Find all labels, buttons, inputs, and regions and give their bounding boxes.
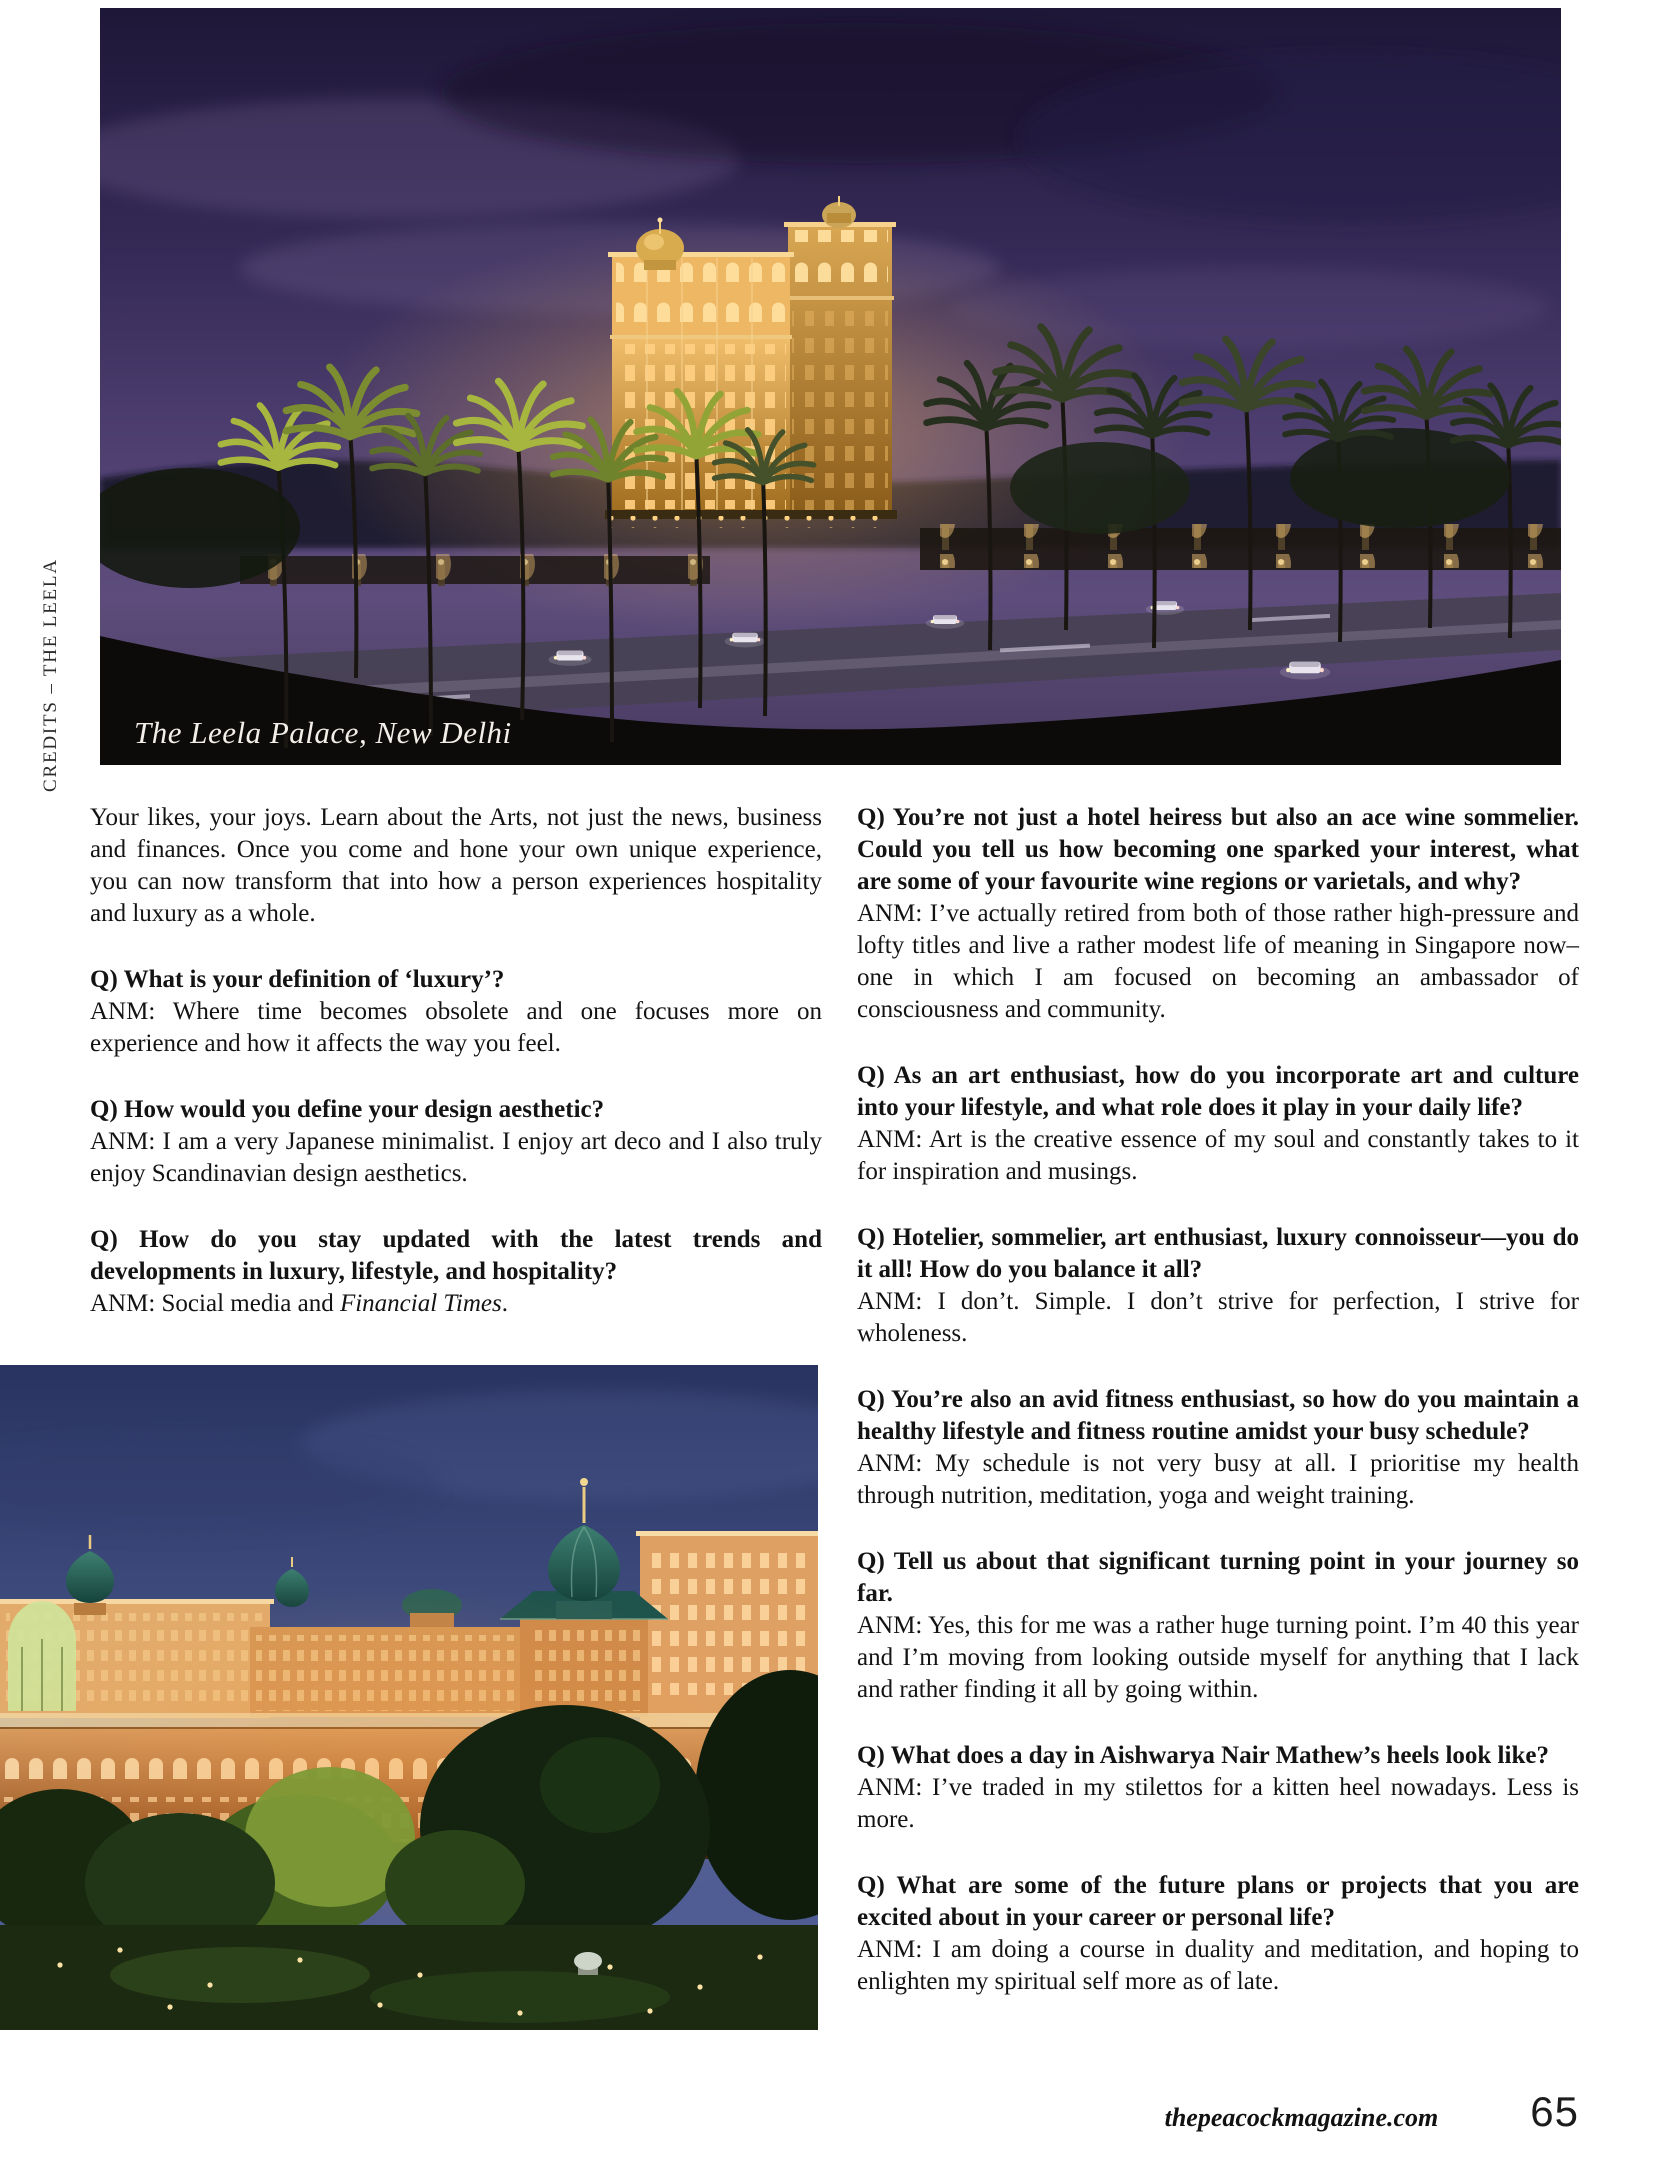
qa-answer: ANM: My schedule is not very busy at all. I prioritise my health through nutrition, meditation, yoga and weight training.: [857, 1450, 1579, 1509]
italic-publication-name: Financial Times: [339, 1290, 502, 1317]
photo-credits-vertical-label: CREDITS – THE LEELA: [40, 558, 61, 792]
qa-question: Q) How do you stay updated with the latest trends and developments in luxury, lifestyle, and hospitality?: [90, 1226, 822, 1285]
qa-answer: ANM: Yes, this for me was a rather huge turning point. I’m 40 this year and I’m moving from looking outside myself for anything that I lack and rather finding it all by going within.: [857, 1612, 1579, 1703]
qa-question: Q) As an art enthusiast, how do you incorporate art and culture into your lifestyle, and what role does it play in your daily life?: [857, 1062, 1579, 1121]
qa-answer: ANM: Where time becomes obsolete and one focuses more on experience and how it affects the way you feel.: [90, 998, 822, 1057]
qa-question: Q) What is your definition of ‘luxury’?: [90, 966, 505, 993]
qa-question: Q) What does a day in Aishwarya Nair Mathew’s heels look like?: [857, 1742, 1549, 1769]
article-right-column: [857, 802, 1579, 1998]
qa-answer: ANM: Art is the creative essence of my soul and constantly takes to it for inspiration and musings.: [857, 1126, 1579, 1185]
qa-block: [857, 1740, 1579, 1836]
page-footer: [857, 2088, 1579, 2136]
qa-answer: ANM: I don’t. Simple. I don’t strive for perfection, I strive for wholeness.: [857, 1288, 1579, 1347]
qa-question: Q) Hotelier, sommelier, art enthusiast, luxury connoisseur—you do it all! How do you balance it all?: [857, 1224, 1579, 1283]
article-left-column: [90, 802, 822, 1320]
qa-block: [857, 1222, 1579, 1350]
qa-block: [857, 802, 1579, 1026]
qa-block: [90, 1224, 822, 1320]
qa-answer: ANM: Social media and Financial Times.: [90, 1290, 509, 1317]
qa-block: [857, 1060, 1579, 1188]
delhi-photo-art: [100, 8, 1561, 765]
qa-block: [857, 1546, 1579, 1706]
leela-palace-bengaluru-photo: [0, 1365, 818, 2030]
qa-block: [857, 1384, 1579, 1512]
qa-question: Q) What are some of the future plans or projects that you are excited about in your career or personal life?: [857, 1872, 1579, 1931]
leela-palace-delhi-photo: [100, 8, 1561, 765]
qa-block: [90, 964, 822, 1060]
qa-question: Q) You’re not just a hotel heiress but also an ace wine sommelier. Could you tell us how becoming one sparked your interest, what are some of your favourite wine regions or varietals, and why?: [857, 804, 1579, 895]
qa-question: Q) You’re also an avid fitness enthusiast, so how do you maintain a healthy lifestyle and fitness routine amidst your busy schedule?: [857, 1386, 1579, 1445]
intro-paragraph: Your likes, your joys. Learn about the Arts, not just the news, business and finances. Once you come and hone your own unique experience, you can now transform that into how a person experiences hospitality and luxury as a whole.: [90, 804, 822, 927]
qa-answer: ANM: I’ve traded in my stilettos for a kitten heel nowadays. Less is more.: [857, 1774, 1579, 1833]
qa-answer: ANM: I’ve actually retired from both of those rather high-pressure and lofty titles and live a rather modest life of meaning in Singapore now–one in which I am focused on becoming an ambassador of consciousness and community.: [857, 900, 1579, 1023]
qa-question: Q) Tell us about that significant turning point in your journey so far.: [857, 1548, 1579, 1607]
qa-answer: ANM: I am a very Japanese minimalist. I enjoy art deco and I also truly enjoy Scandinavian design aesthetics.: [90, 1128, 822, 1187]
delhi-photo-caption: The Leela Palace, New Delhi: [134, 715, 512, 750]
bengaluru-photo-art: [0, 1365, 818, 2030]
footer-page-number: 65: [1530, 2088, 1579, 2135]
qa-answer: ANM: I am doing a course in duality and meditation, and hoping to enlighten my spiritual self more as of late.: [857, 1936, 1579, 1995]
qa-block: [857, 1870, 1579, 1998]
footer-website: thepeacockmagazine.com: [1164, 2103, 1439, 2132]
qa-question: Q) How would you define your design aesthetic?: [90, 1096, 605, 1123]
qa-block: [90, 1094, 822, 1190]
